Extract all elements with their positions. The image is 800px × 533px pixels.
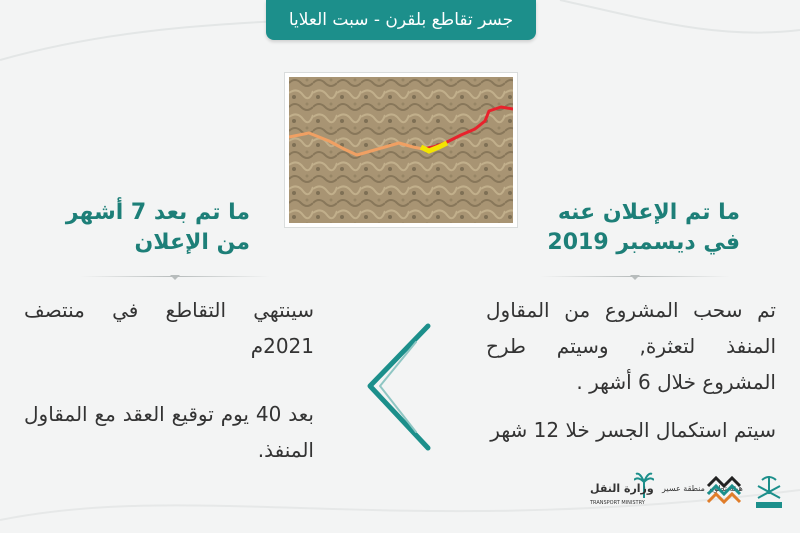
transport-ministry-english: TRANSPORT MINISTRY — [590, 500, 645, 506]
right-paragraph-1: تم سحب المشروع من المقاول المنفذ لتعثرة, وسيتم طرح المشروع خلال 6 أشهر . — [486, 298, 776, 394]
chevron-left-icon — [362, 322, 434, 452]
right-heading-line-2: في ديسمبر 2019 — [547, 230, 740, 255]
left-heading-line-2: من الإعلان — [134, 230, 250, 255]
asir-authority-text: هيئة تطوير منطقة عسير — [662, 484, 743, 493]
transport-ministry-logo — [590, 472, 652, 512]
saudi-emblem-icon — [752, 472, 786, 510]
right-column-heading — [520, 198, 740, 258]
left-column-body — [24, 292, 314, 468]
transport-ministry-arabic: وزارة النقل — [590, 482, 654, 495]
left-column-heading — [40, 198, 250, 258]
right-divider — [540, 276, 730, 277]
emblem-logo — [752, 472, 786, 510]
right-column-body — [486, 292, 776, 448]
right-paragraph-2: سيتم استكمال الجسر خلا 12 شهر — [490, 418, 776, 442]
left-heading-line-1: ما تم بعد 7 أشهر — [65, 200, 250, 225]
logos-bar — [590, 470, 790, 516]
page-title — [266, 0, 536, 40]
right-heading-line-1: ما تم الإعلان عنه — [557, 200, 740, 225]
left-divider — [80, 276, 270, 277]
satellite-map-image — [289, 77, 513, 223]
left-paragraph-2: بعد 40 يوم توقيع العقد مع المقاول المنفذ. — [24, 402, 314, 462]
left-paragraph-1: سينتهي التقاطع في منتصف 2021م — [24, 298, 314, 358]
mountains-icon — [706, 474, 742, 506]
page-title-text: جسر تقاطع بلقرن - سبت العلايا — [288, 10, 514, 30]
mountains-logo — [706, 474, 742, 506]
route-map — [284, 72, 518, 228]
